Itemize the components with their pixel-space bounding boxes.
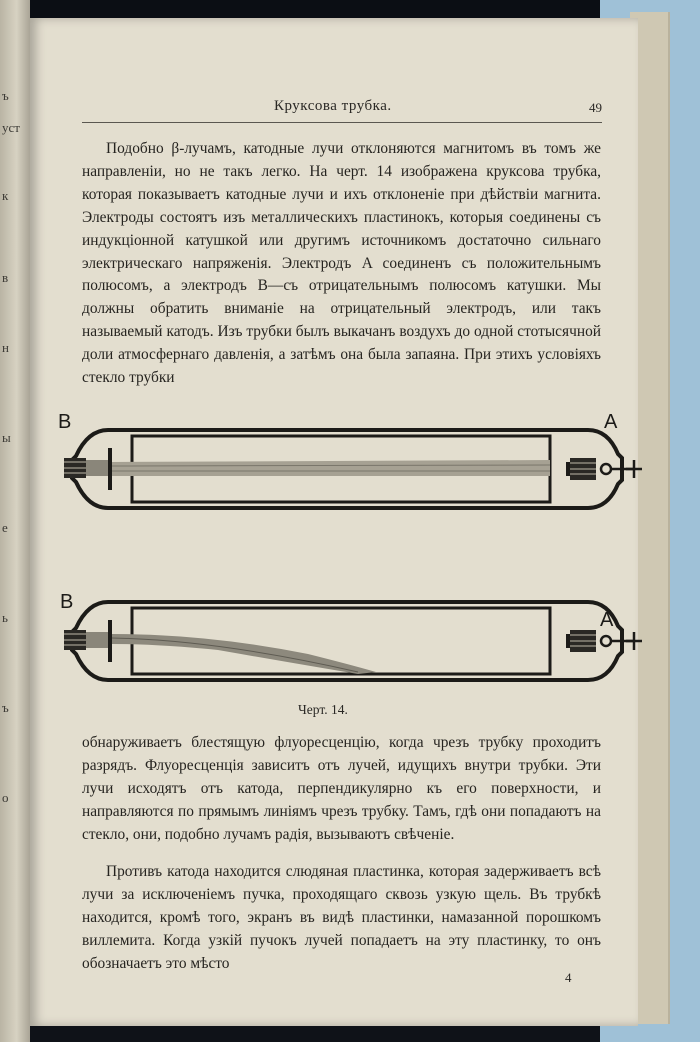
body-paragraph: Подобно β-лучамъ, катодные лучи отклоняются магнитомъ въ томъ же направленіи, но не такъ легко. На черт. 14 изображена круксова трубка, которая показываетъ катодные лучи и ихъ отклоненіе при дѣйствіи магнита. Электроды состоятъ изъ металлическихъ пластинокъ, которыя соединены съ индукціонной катушкой или другимъ источникомъ достаточно сильнаго электрическаго напряженія. Электродъ A соединенъ съ положительнымъ полюсомъ, а электродъ B—съ отрицательнымъ полюсомъ катушки. Мы должны обратить вниманіе на отрицательный электродъ, или такъ называемый катодъ. Изъ трубки былъ выкачанъ воздухъ до одной стотысячной доли атмосфернаго давленія, а затѣмъ она была запаяна. При этихъ условіяхъ стекло трубки — [82, 140, 601, 387]
running-header — [82, 96, 602, 123]
signature-mark: 4 — [565, 970, 572, 985]
left-page-fragment: н — [2, 340, 9, 355]
crookes-tube-figure-lower — [58, 588, 648, 700]
book-page — [30, 18, 638, 1026]
left-page-fragment: о — [2, 790, 9, 805]
left-page-fragment: в — [2, 270, 9, 285]
crookes-tube-figure-upper — [58, 410, 648, 528]
left-page-fragment: е — [2, 520, 8, 535]
left-page-fragment: уст — [2, 120, 20, 135]
left-page-fragment: к — [2, 188, 9, 203]
electrode-label-b: B — [58, 411, 72, 433]
page-number: 49 — [589, 100, 602, 115]
top-dark-background — [0, 0, 700, 18]
left-page-fragment: ы — [2, 430, 11, 445]
left-page-fragment: ъ — [2, 88, 9, 103]
left-page-fragment: ъ — [2, 700, 9, 715]
electrode-label-a: A — [604, 411, 618, 433]
body-paragraph: обнаруживаетъ блестящую флуоресценцію, когда чрезъ трубку проходитъ разрядъ. Флуоресценція зависитъ отъ лучей, идущихъ внутри трубки. Эти лучи исходятъ отъ катода, перпендикулярно къ его поверхности, и направляются по прямымъ линіямъ чрезъ трубку. Тамъ, гдѣ они попадаютъ на стекло, они, подобно лучамъ радія, вызываютъ свѣченіе. — [82, 734, 601, 843]
electrode-label-b: B — [60, 591, 74, 613]
left-page-edge — [0, 0, 30, 1042]
running-title: Круксова трубка. — [274, 98, 392, 114]
left-page-fragment: ь — [2, 610, 8, 625]
figure-caption: Черт. 14. — [298, 702, 348, 717]
electrode-label-a: A — [600, 609, 614, 631]
body-paragraph: Противъ катода находится слюдяная пластинка, которая задерживаетъ всѣ лучи за исключеніемъ пучка, проходящаго сквозь узкую щель. Въ трубкѣ находится, кромѣ того, экранъ въ видѣ пластинки, намазанной порошкомъ виллемита. Когда узкій пучокъ лучей попадаетъ на эту пластинку, то онъ обозначаетъ это мѣсто — [82, 863, 601, 972]
